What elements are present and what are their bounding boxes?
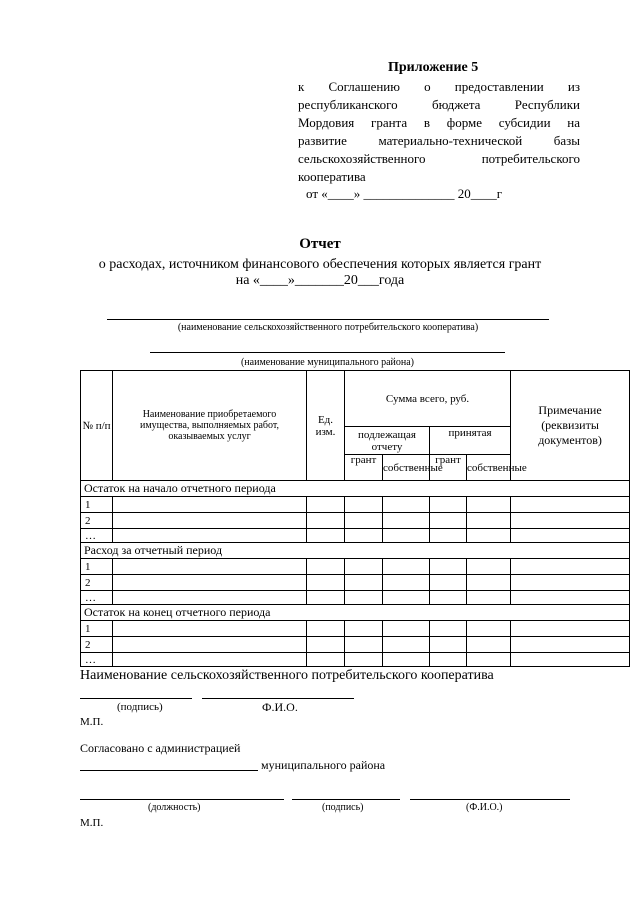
- header-sum-total: Сумма всего, руб.: [345, 371, 511, 427]
- report-date-line: на «____»_______20___года: [235, 273, 405, 288]
- section-label: Остаток на конец отчетного периода: [81, 605, 630, 621]
- header-own-2: собственные: [467, 455, 511, 481]
- appendix-line-3: Мордовия гранта в форме субсидии на: [298, 115, 580, 130]
- row-number: 1: [81, 497, 113, 513]
- row-number: 2: [81, 575, 113, 591]
- header-grant-2: грант: [430, 455, 467, 481]
- row-number: 2: [81, 513, 113, 529]
- row-number: 2: [81, 637, 113, 653]
- agreed-label: Согласовано с администрацией: [80, 741, 241, 755]
- fio2-line: [410, 799, 570, 800]
- header-grant-1: грант: [345, 455, 383, 481]
- appendix-line-4: развитие материально-технической базы: [298, 133, 580, 148]
- administration-line: [80, 770, 258, 771]
- appendix-line-5: сельскохозяйственного потребительского: [298, 151, 580, 166]
- position-line: [80, 799, 284, 800]
- appendix-line-6: кооператива: [298, 169, 366, 184]
- header-own-1: собственные: [383, 455, 430, 481]
- coop-caption: (наименование сельскохозяйственного потребительского кооператива): [177, 322, 479, 333]
- header-unit: Ед. изм.: [307, 371, 345, 481]
- signature-line: [80, 698, 192, 699]
- district-caption: (наименование муниципального района): [240, 357, 415, 368]
- header-item-name: Наименование приобретаемого имущества, выполняемых работ, оказываемых услуг: [113, 371, 307, 481]
- row-number: …: [81, 591, 113, 605]
- row-number: 1: [81, 621, 113, 637]
- fio2-caption: (Ф.И.О.): [466, 802, 503, 813]
- appendix-line-1: к Соглашению о предоставлении из: [298, 79, 580, 94]
- district-name-line: [150, 352, 505, 353]
- position-caption: (должность): [148, 802, 201, 813]
- signature2-caption: (подпись): [322, 802, 364, 813]
- appendix-title: Приложение 5: [388, 60, 479, 75]
- signature2-line: [292, 799, 400, 800]
- row-number: …: [81, 653, 113, 667]
- coop-name-label: Наименование сельскохозяйственного потребительского кооператива: [80, 668, 494, 683]
- header-num: № п/п: [81, 371, 113, 481]
- report-table: [80, 370, 630, 667]
- row-number: …: [81, 529, 113, 543]
- report-subtitle: о расходах, источником финансового обеспечения которых является грант: [98, 257, 542, 272]
- appendix-date-line: от «____» ______________ 20____г: [306, 186, 503, 201]
- row-number: 1: [81, 559, 113, 575]
- stamp-label: М.П.: [80, 716, 104, 728]
- section-label: Расход за отчетный период: [81, 543, 630, 559]
- stamp-label-2: М.П.: [80, 817, 104, 829]
- signature-caption: (подпись): [117, 701, 163, 713]
- header-reportable: подлежащая отчету: [345, 427, 430, 455]
- header-note: Примечание (реквизиты документов): [511, 371, 630, 481]
- header-accepted: принятая: [430, 427, 511, 455]
- section-label: Остаток на начало отчетного периода: [81, 481, 630, 497]
- report-title: Отчет: [299, 236, 341, 252]
- fio-line: [202, 698, 354, 699]
- fio-caption: Ф.И.О.: [262, 700, 298, 714]
- coop-name-line: [107, 319, 549, 320]
- appendix-line-2: республиканского бюджета Республики: [298, 97, 580, 112]
- district-label: муниципального района: [261, 758, 386, 772]
